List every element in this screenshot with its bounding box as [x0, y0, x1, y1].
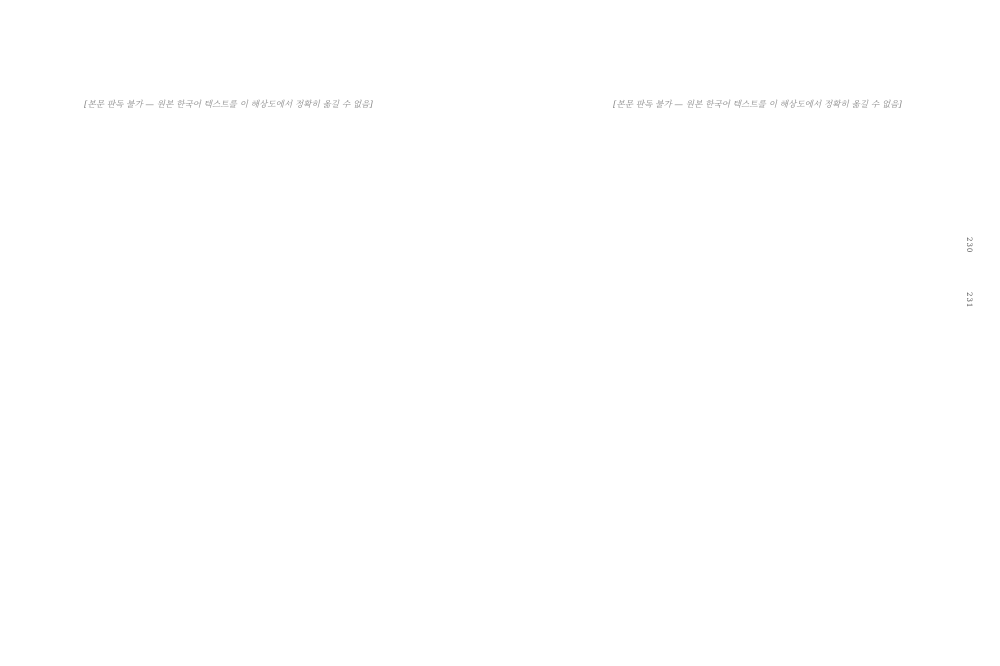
- right-page: [500, 0, 1000, 666]
- left-page-text: [84, 97, 396, 114]
- right-page-text: [613, 97, 923, 114]
- page-number-left: 230: [965, 237, 973, 254]
- left-paragraph-1: [본문 판독 불가 — 원본 한국어 텍스트를 이 해상도에서 정확히 옮길 수 없음]: [84, 100, 373, 110]
- right-paragraph-1: [본문 판독 불가 — 원본 한국어 텍스트를 이 해상도에서 정확히 옮길 수 없음]: [613, 100, 902, 110]
- page-number-right: 231: [965, 292, 973, 309]
